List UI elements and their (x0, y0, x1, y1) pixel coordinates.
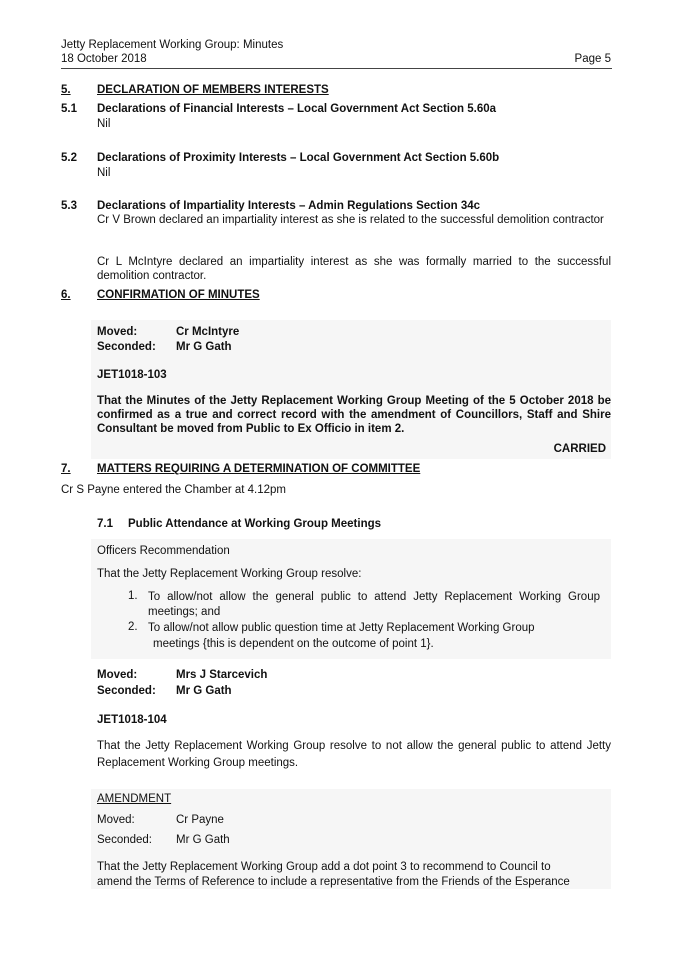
item-5-1-number: 5.1 (61, 103, 77, 115)
resolution-panel-103 (91, 320, 611, 459)
item-5-3-text: Cr V Brown declared an impartiality interest as she is related to the successful demolition contractor (97, 214, 604, 226)
item-5-1-title: Declarations of Financial Interests – Local Government Act Section 5.60a (97, 103, 497, 115)
item-7-1-title: Public Attendance at Working Group Meetings (128, 518, 382, 530)
item-5-3-title: Declarations of Impartiality Interests – Admin Regulations Section 34c (97, 200, 481, 212)
item-5-2-number: 5.2 (61, 152, 77, 164)
document-title: Jetty Replacement Working Group: Minutes (61, 39, 284, 51)
seconded-value-104: Mr G Gath (176, 685, 232, 697)
moved-value-104: Mrs J Starcevich (176, 669, 268, 681)
section-7-number: 7. (61, 463, 71, 475)
page-number: Page 5 (574, 53, 611, 65)
amendment-text-line-2: amend the Terms of Reference to include a representative from the Friends of the Esperance (97, 876, 570, 888)
list-item-1-number: 1. (128, 590, 138, 602)
moved-label: Moved: (97, 326, 138, 338)
moved-label-104: Moved: (97, 669, 138, 681)
section-5-number: 5. (61, 84, 71, 96)
document-date: 18 October 2018 (61, 53, 147, 65)
list-item-1-text: To allow/not allow the general public to attend Jetty Replacement Working Group meetings; and (148, 591, 600, 618)
item-5-3-number: 5.3 (61, 200, 77, 212)
moved-value: Cr McIntyre (176, 326, 240, 338)
list-item-2-text: To allow/not allow public question time at Jetty Replacement Working Group (148, 622, 535, 634)
list-item-2-text-cont: meetings {this is dependent on the outcome of point 1}. (153, 638, 434, 650)
resolve-intro: That the Jetty Replacement Working Group resolve: (97, 568, 362, 580)
list-item-2-number: 2. (128, 621, 138, 633)
resolution-id: JET1018-103 (97, 369, 167, 381)
officers-recommendation-label: Officers Recommendation (97, 545, 230, 557)
item-5-2-title: Declarations of Proximity Interests – Local Government Act Section 5.60b (97, 152, 500, 164)
amendment-title: AMENDMENT (97, 793, 172, 805)
item-7-1-number: 7.1 (97, 518, 113, 530)
resolution-text: That the Minutes of the Jetty Replacement Working Group Meeting of the 5 October 2018 be confirmed as a true and correct record with the amendment of Councillors, Staff and Shire Consultant be moved from Public to Ex Officio in item 2. (97, 395, 611, 435)
section-7-title: MATTERS REQUIRING A DETERMINATION OF COMMITTEE (97, 463, 421, 475)
item-5-1-text: Nil (97, 118, 111, 130)
header-divider (61, 68, 612, 69)
item-5-2-text: Nil (97, 167, 111, 179)
amendment-moved-label: Moved: (97, 814, 135, 826)
attendance-note: Cr S Payne entered the Chamber at 4.12pm (61, 484, 287, 496)
amendment-seconded-value: Mr G Gath (176, 834, 230, 846)
seconded-value: Mr G Gath (176, 341, 232, 353)
seconded-label-104: Seconded: (97, 685, 156, 697)
section-6-number: 6. (61, 289, 71, 301)
resolution-id-104: JET1018-104 (97, 714, 167, 726)
amendment-text-line-1: That the Jetty Replacement Working Group add a dot point 3 to recommend to Council to (97, 861, 551, 873)
amendment-moved-value: Cr Payne (176, 814, 224, 826)
item-5-3-text-2: Cr L McIntyre declared an impartiality interest as she was formally married to the successful demolition contractor. (97, 256, 611, 282)
seconded-label: Seconded: (97, 341, 156, 353)
amendment-seconded-label: Seconded: (97, 834, 152, 846)
section-6-title: CONFIRMATION OF MINUTES (97, 289, 260, 301)
section-5-title: DECLARATION OF MEMBERS INTERESTS (97, 84, 329, 96)
carried-label: CARRIED (553, 443, 606, 455)
resolution-text-104: That the Jetty Replacement Working Group resolve to not allow the general public to attend Jetty Replacement Working Group meetings. (97, 740, 611, 769)
